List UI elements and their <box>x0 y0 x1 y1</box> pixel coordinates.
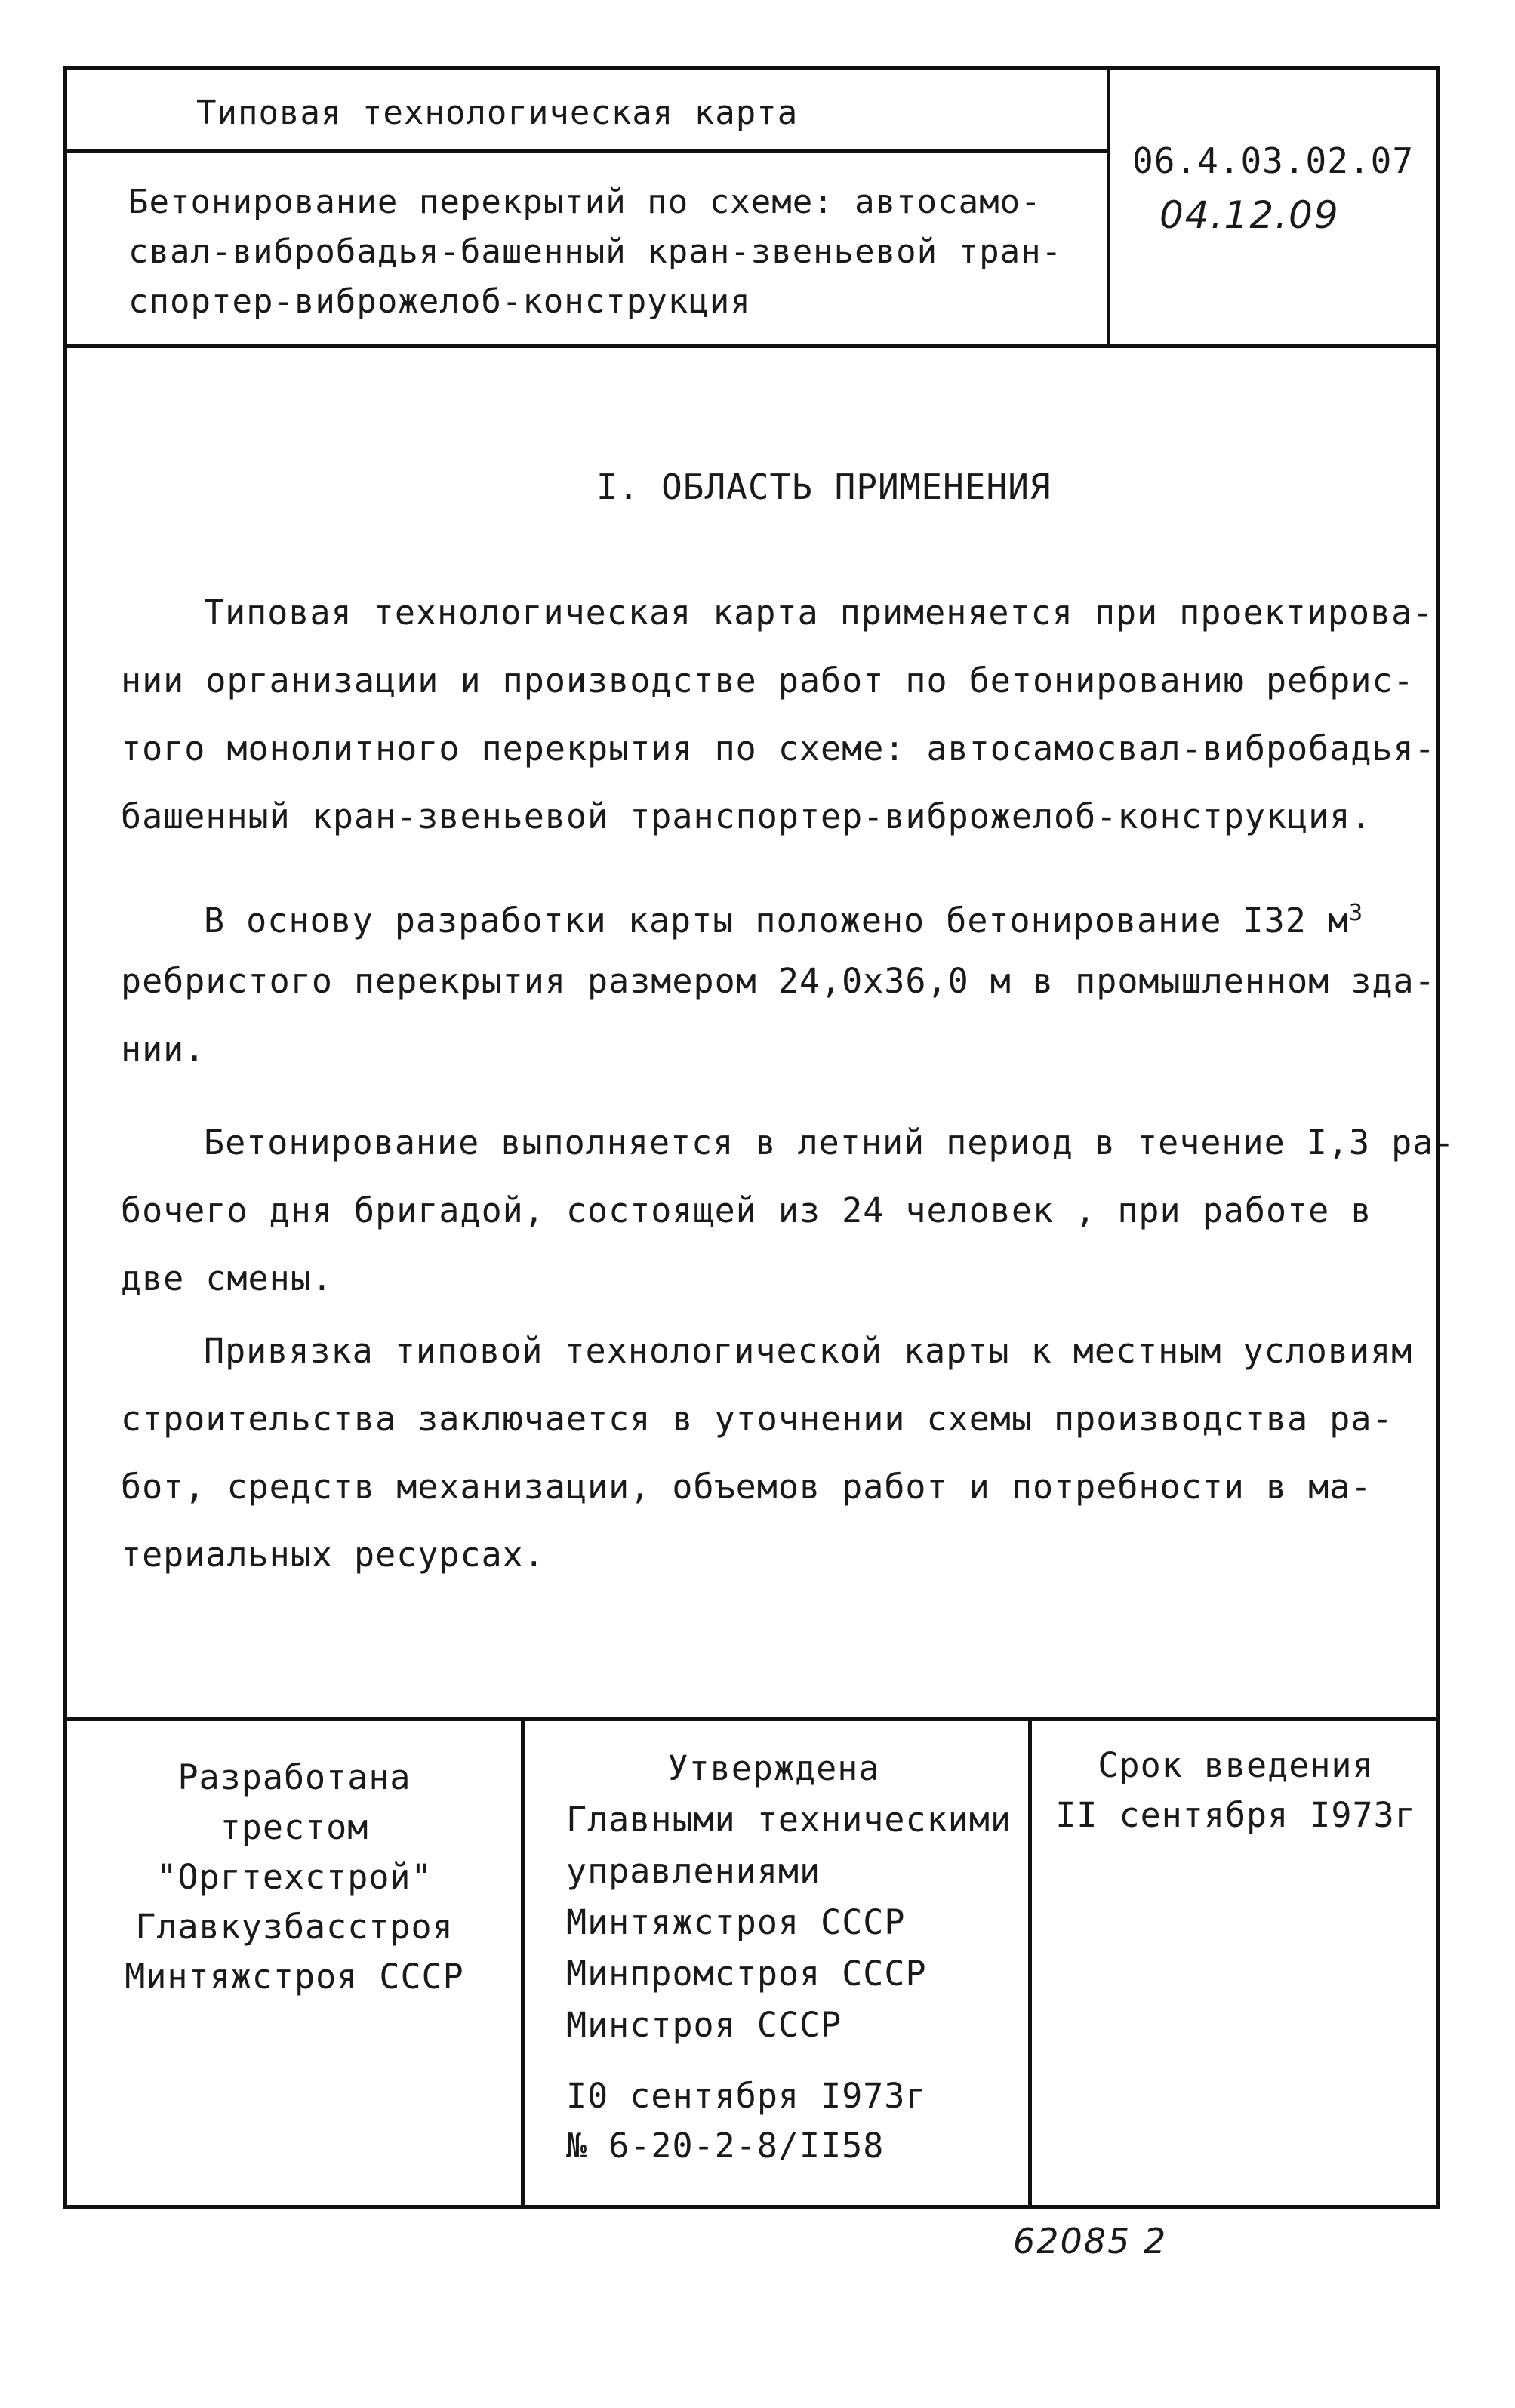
developed-line-3: "Оргтехстрой" <box>156 1857 433 1897</box>
p2-line-3: нии. <box>121 1029 206 1069</box>
p4-line-3: бот, средств механизации, объемов работ и потребности в ма- <box>121 1467 1372 1507</box>
approved-line-4: Минтяжстроя СССР <box>566 1902 906 1942</box>
term-date: II сентября I973г <box>1055 1795 1416 1835</box>
p1-line-4: башенный кран-звеньевой транспортер-виброжелоб-конструкция. <box>121 796 1372 836</box>
developed-line-2: трестом <box>220 1807 369 1847</box>
header-code-divider <box>1107 66 1110 346</box>
approved-line-5: Минпромстроя СССР <box>566 1954 927 1994</box>
p3-line-1: Бетонирование выполняется в летний период в течение I,3 ра- <box>204 1122 1455 1162</box>
card-subtitle-line-3: спортер-виброжелоб-конструкция <box>128 282 751 321</box>
term-label: Срок введения <box>1098 1745 1374 1785</box>
handwritten-date: 04.12.09 <box>1159 193 1340 237</box>
approved-line-6: Минстроя СССР <box>566 2005 842 2045</box>
p4-line-1: Привязка типовой технологической карты к местным условиям <box>204 1331 1413 1371</box>
approved-line-1: Утверждена <box>667 1748 880 1788</box>
p4-line-4: териальных ресурсах. <box>121 1535 545 1575</box>
approved-line-2: Главными техническими <box>566 1800 1012 1840</box>
p1-line-3: того монолитного перекрытия по схеме: автосамосвал-вибробадья- <box>121 728 1436 768</box>
approved-order-number: № 6-20-2-8/II58 <box>566 2126 885 2166</box>
p2-line-2: ребристого перекрытия размером 24,0х36,0 м в промышленном зда- <box>121 961 1436 1001</box>
footer-top-divider <box>63 1717 1440 1721</box>
header-title-divider <box>63 149 1110 153</box>
p4-line-2: строительства заключается в уточнении схемы производства ра- <box>121 1399 1393 1439</box>
p1-line-2: нии организации и производстве работ по бетонированию ребрис- <box>121 661 1415 701</box>
developed-line-1: Разработана <box>177 1757 411 1797</box>
footer-col-divider-1 <box>521 1717 525 2209</box>
header-bottom-divider <box>63 344 1440 348</box>
section-heading: I. ОБЛАСТЬ ПРИМЕНЕНИЯ <box>596 467 1052 507</box>
p3-line-3: две смены. <box>121 1258 333 1298</box>
footer-col-divider-2 <box>1028 1717 1032 2209</box>
card-subtitle-line-1: Бетонирование перекрытий по схеме: автосамо- <box>128 183 1042 221</box>
card-subtitle-line-2: свал-вибробадья-башенный кран-звеньевой тран- <box>128 232 1063 271</box>
p1-line-1: Типовая технологическая карта применяется при проектирова- <box>204 593 1434 633</box>
approved-date: I0 сентября I973г <box>566 2076 927 2116</box>
approved-line-3: управлениями <box>566 1851 821 1891</box>
handwritten-page-note: 62085 2 <box>1013 2221 1168 2262</box>
card-title: Типовая технологическая карта <box>196 94 799 132</box>
developed-line-4: Главкузбасстроя <box>135 1907 454 1947</box>
document-code: 06.4.03.02.07 <box>1132 140 1415 181</box>
p3-line-2: бочего дня бригадой, состоящей из 24 человек , при работе в <box>121 1190 1372 1230</box>
developed-line-5: Минтяжстроя СССР <box>125 1957 464 1997</box>
cubic-superscript: 3 <box>1348 900 1364 926</box>
p2-line-1-text: В основу разработки карты положено бетонирование I32 м <box>204 901 1349 941</box>
